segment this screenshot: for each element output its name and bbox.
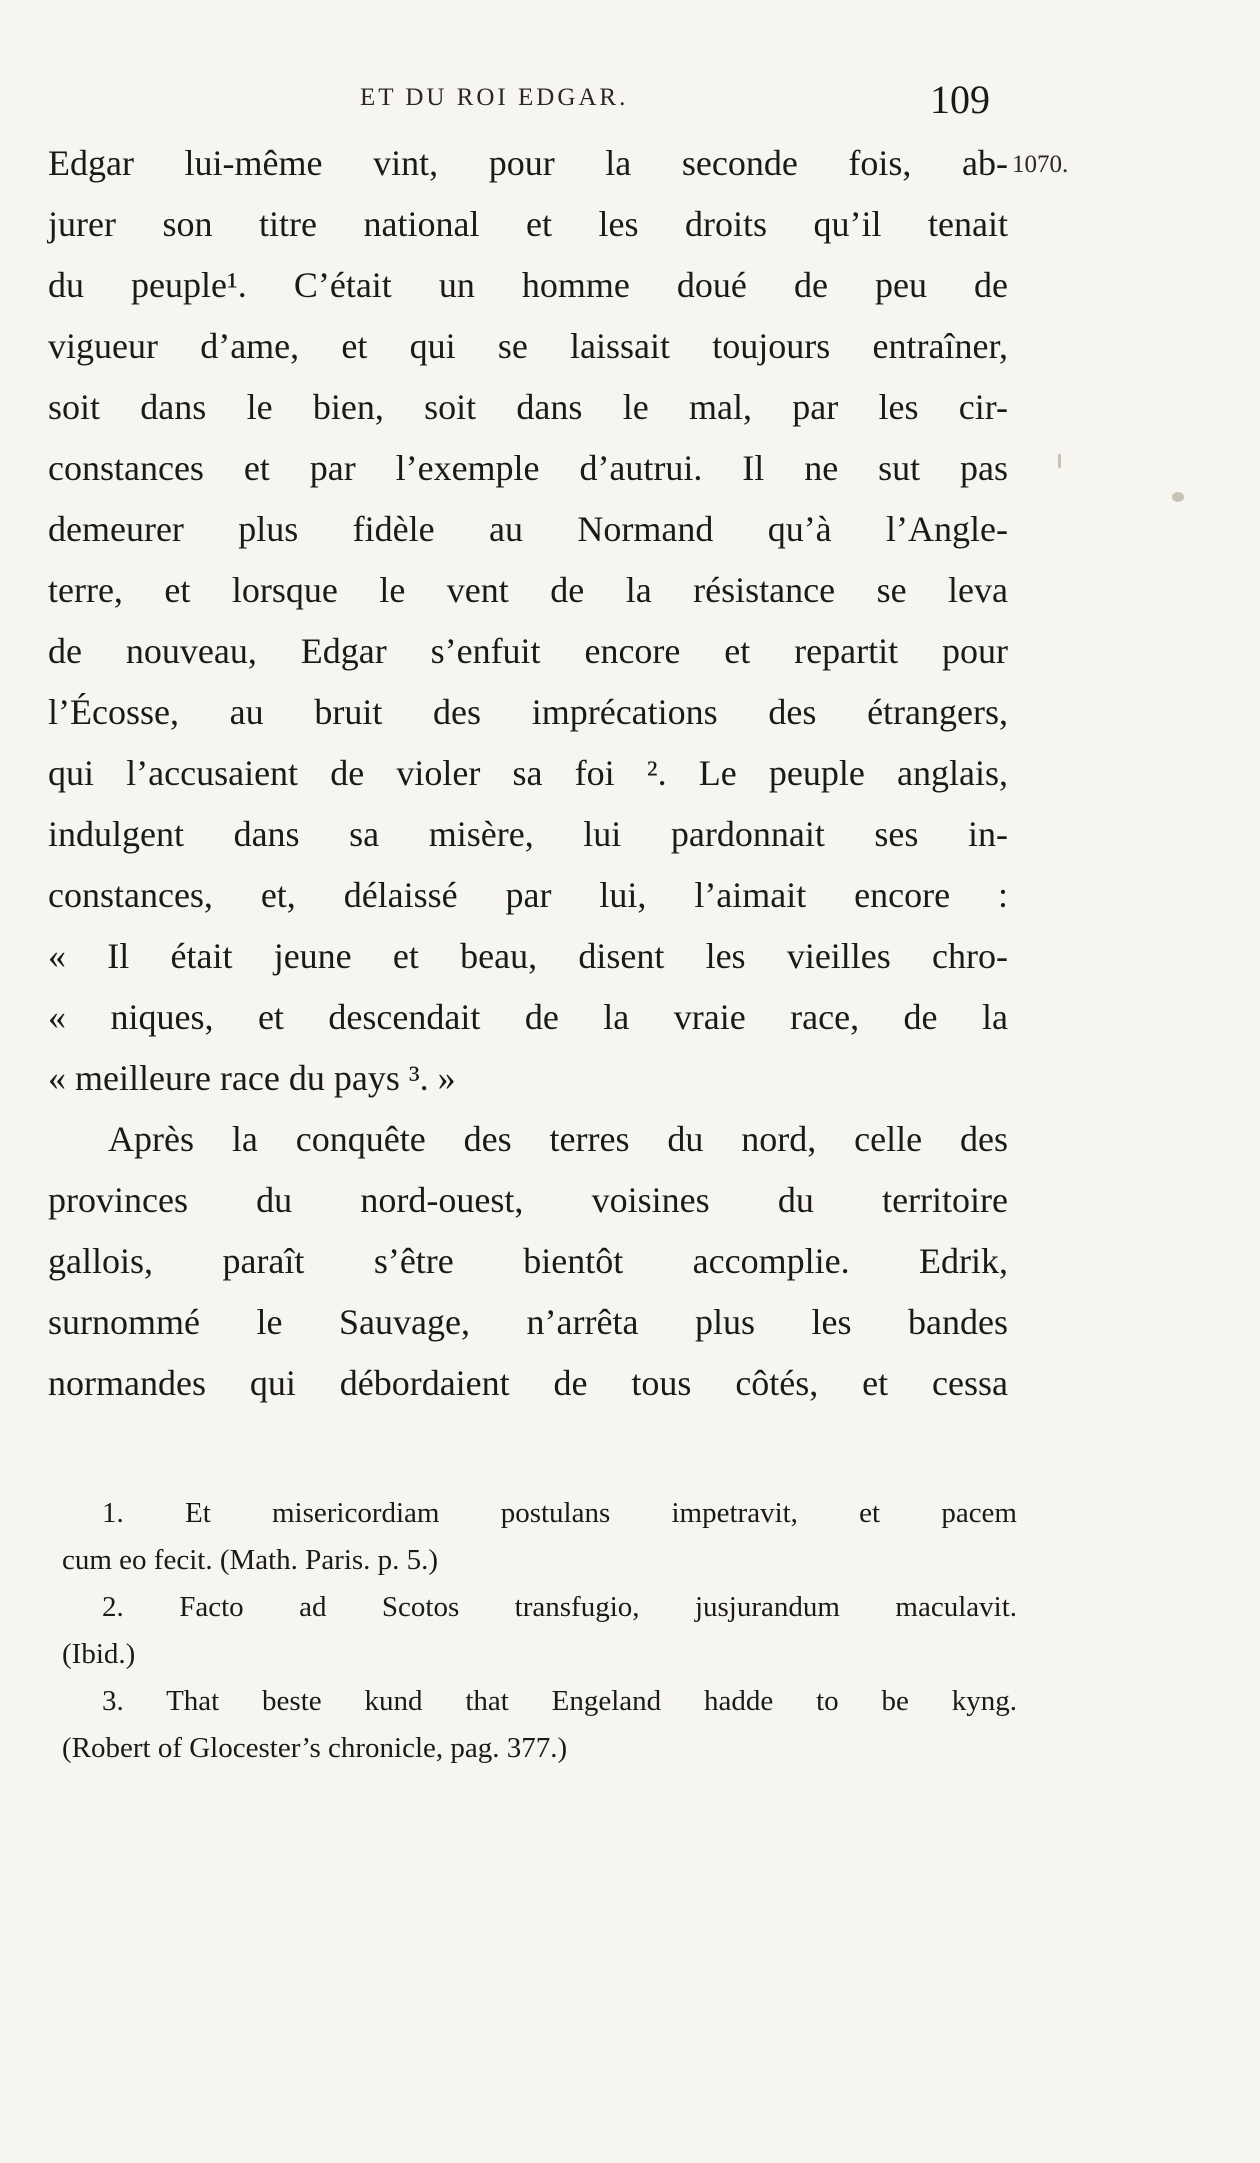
footnote-line: 2. Facto ad Scotos transfugio, jusjurandum maculavit.	[102, 1591, 1017, 1623]
paper-speck	[1058, 454, 1061, 468]
page-header	[0, 76, 1260, 126]
footnotes	[62, 1490, 1017, 1772]
quote-line: « Il était jeune et beau, disent les vieilles chro-	[48, 936, 1008, 976]
text-line: Edgar lui-même vint, pour la seconde fois, ab-	[48, 143, 1008, 183]
footnote-line: 1. Et misericordiam postulans impetravit, et pacem	[102, 1497, 1017, 1529]
quote-line: « meilleure race du pays ³. »	[48, 1058, 456, 1098]
text-line: normandes qui débordaient de tous côtés, et cessa	[48, 1363, 1008, 1403]
footnote-line: 3. That beste kund that Engeland hadde to be kyng.	[102, 1685, 1017, 1717]
footnote-line: (Ibid.)	[62, 1638, 136, 1670]
text-line: de nouveau, Edgar s’enfuit encore et repartit pour	[48, 631, 1008, 671]
text-line: constances et par l’exemple d’autrui. Il ne sut pas	[48, 448, 1008, 488]
text-line: terre, et lorsque le vent de la résistance se leva	[48, 570, 1008, 610]
text-line: constances, et, délaissé par lui, l’aimait encore :	[48, 875, 1008, 915]
text-line: soit dans le bien, soit dans le mal, par les cir-	[48, 387, 1008, 427]
text-line: gallois, paraît s’être bientôt accomplie. Edrik,	[48, 1241, 1008, 1281]
footnote-line: (Robert of Glocester’s chronicle, pag. 377.)	[62, 1732, 568, 1764]
text-line: jurer son titre national et les droits qu’il tenait	[48, 204, 1008, 244]
text-line: demeurer plus fidèle au Normand qu’à l’Angle-	[48, 509, 1008, 549]
text-line: indulgent dans sa misère, lui pardonnait ses in-	[48, 814, 1008, 854]
text-line: provinces du nord-ouest, voisines du territoire	[48, 1180, 1008, 1220]
text-line: l’Écosse, au bruit des imprécations des étrangers,	[48, 692, 1008, 732]
text-line: vigueur d’ame, et qui se laissait toujours entraîner,	[48, 326, 1008, 366]
margin-date-note: 1070.	[1012, 151, 1069, 178]
text-line: qui l’accusaient de violer sa foi ². Le peuple anglais,	[48, 753, 1008, 793]
quote-line: « niques, et descendait de la vraie race, de la	[48, 997, 1008, 1037]
paper-speck	[1172, 492, 1184, 502]
page-number: 109	[930, 77, 990, 122]
body-text	[48, 133, 1008, 1414]
running-head: ET DU ROI EDGAR.	[360, 84, 629, 111]
text-line: Après la conquête des terres du nord, celle des	[108, 1119, 1008, 1159]
text-line: du peuple¹. C’était un homme doué de peu de	[48, 265, 1008, 305]
text-line: surnommé le Sauvage, n’arrêta plus les bandes	[48, 1302, 1008, 1342]
footnote-line: cum eo fecit. (Math. Paris. p. 5.)	[62, 1544, 439, 1576]
